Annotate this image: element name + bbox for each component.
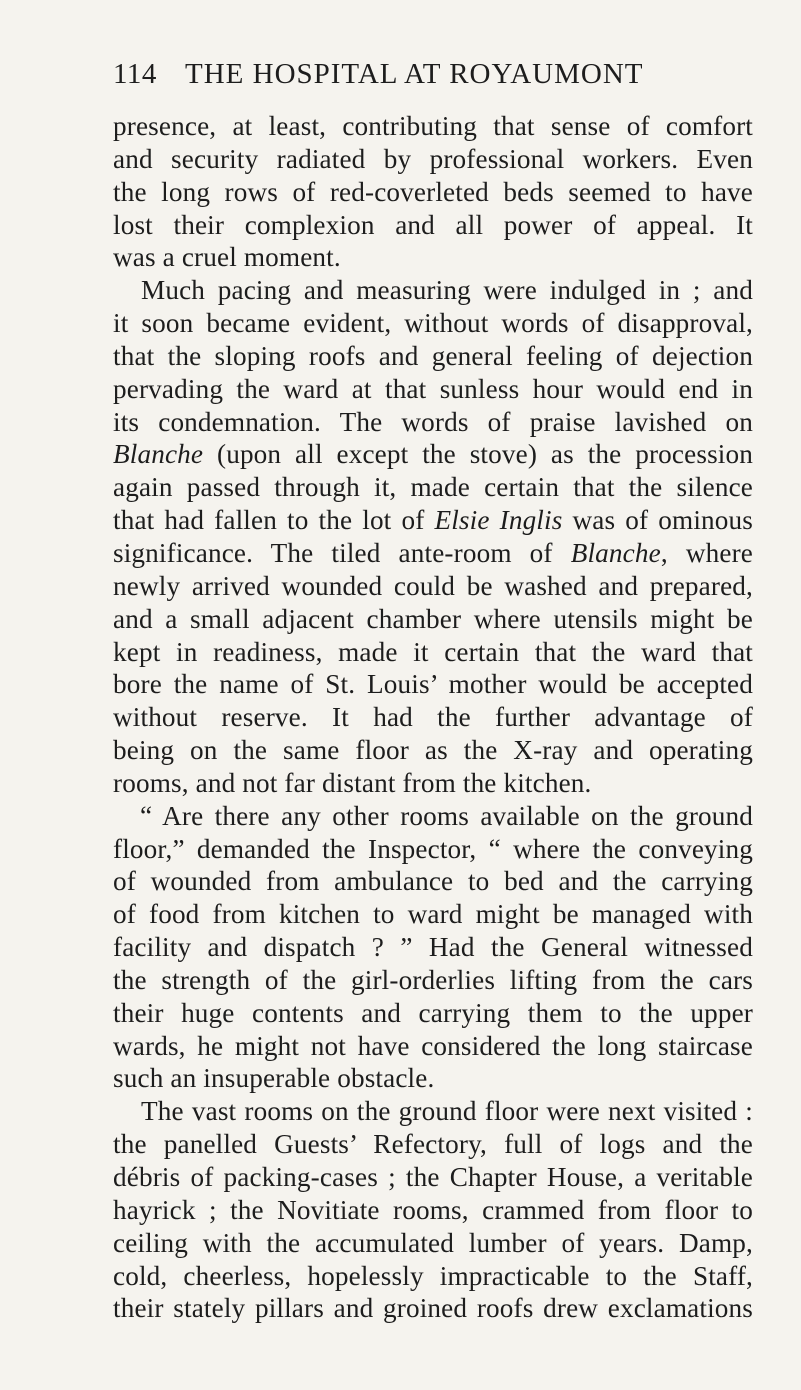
paragraph-start-line: “ Are there any other rooms available on the ground (140, 800, 753, 831)
text-line: without reserve. It had the further advantage of (113, 702, 753, 733)
text-line: its condemnation. The words of praise lavished on (113, 406, 753, 437)
text-line: their stately pillars and groined roofs drew exclamations (113, 1293, 753, 1324)
text-line: kept in readiness, made it certain that the ward that (113, 636, 753, 667)
text-line: significance. The tiled ante-room of Blanche, where (113, 537, 753, 568)
text-line: being on the same floor as the X-ray and operating (113, 735, 753, 766)
text-line: the strength of the girl-orderlies lifting from the cars (113, 964, 753, 995)
text-line: débris of packing-cases ; the Chapter House, a veritable (113, 1162, 753, 1192)
text-line: their huge contents and carrying them to the upper (113, 997, 753, 1028)
text-line: that the sloping roofs and general feeling of dejection (113, 340, 753, 371)
text-line: Blanche (upon all except the stove) as the procession (113, 439, 753, 470)
text-line: ceiling with the accumulated lumber of years. Damp, (113, 1227, 753, 1258)
running-head (113, 58, 733, 98)
text-line: wards, he might not have considered the long staircase (113, 1030, 753, 1061)
text-line: floor,” demanded the Inspector, “ where the conveying (113, 833, 753, 864)
text-line: rooms, and not far distant from the kitchen. (113, 767, 592, 798)
text-line: and security radiated by professional workers. Even (113, 143, 753, 174)
italic-ward-name: Blanche (113, 439, 204, 470)
text-line: bore the name of St. Louis’ mother would be accepted (113, 669, 753, 700)
running-title: THE HOSPITAL AT ROYAUMONT (185, 58, 644, 90)
text-line: and a small adjacent chamber where utensils might be (113, 603, 753, 634)
text-line: again passed through it, made certain that the silence (113, 472, 753, 503)
text-line: of wounded from ambulance to bed and the carrying (113, 866, 753, 897)
text-line: cold, cheerless, hopelessly impracticable to the Staff, (113, 1260, 753, 1291)
italic-ward-name: Blanche (570, 537, 661, 568)
text-line: pervading the ward at that sunless hour would end in (113, 373, 753, 404)
text-line: hayrick ; the Novitiate rooms, crammed from floor to (113, 1194, 753, 1225)
paragraph-start-line: Much pacing and measuring were indulged in ; and (141, 275, 753, 306)
italic-ward-name: Elsie Inglis (434, 505, 563, 536)
text-line: was a cruel moment. (113, 242, 341, 273)
text-line: of food from kitchen to ward might be managed with (113, 899, 753, 930)
text-line: lost their complexion and all power of appeal. It (113, 209, 753, 240)
text-line: newly arrived wounded could be washed and prepared, (113, 570, 753, 601)
text-line: facility and dispatch ? ” Had the General witnessed (113, 932, 753, 963)
paragraph-start-line: The vast rooms on the ground floor were next visited : (141, 1096, 753, 1127)
text-line: the long rows of red-coverleted beds seemed to have (113, 176, 753, 207)
text-line: it soon became evident, without words of disapproval, (113, 308, 753, 339)
text-line: that had fallen to the lot of Elsie Inglis was of ominous (113, 505, 753, 536)
text-line: the panelled Guests’ Refectory, full of logs and the (113, 1129, 753, 1160)
page-number: 114 (113, 58, 157, 90)
body-text (113, 110, 753, 1325)
text-line: such an insuperable obstacle. (113, 1063, 435, 1094)
text-line: presence, at least, contributing that sense of comfort (113, 111, 753, 141)
